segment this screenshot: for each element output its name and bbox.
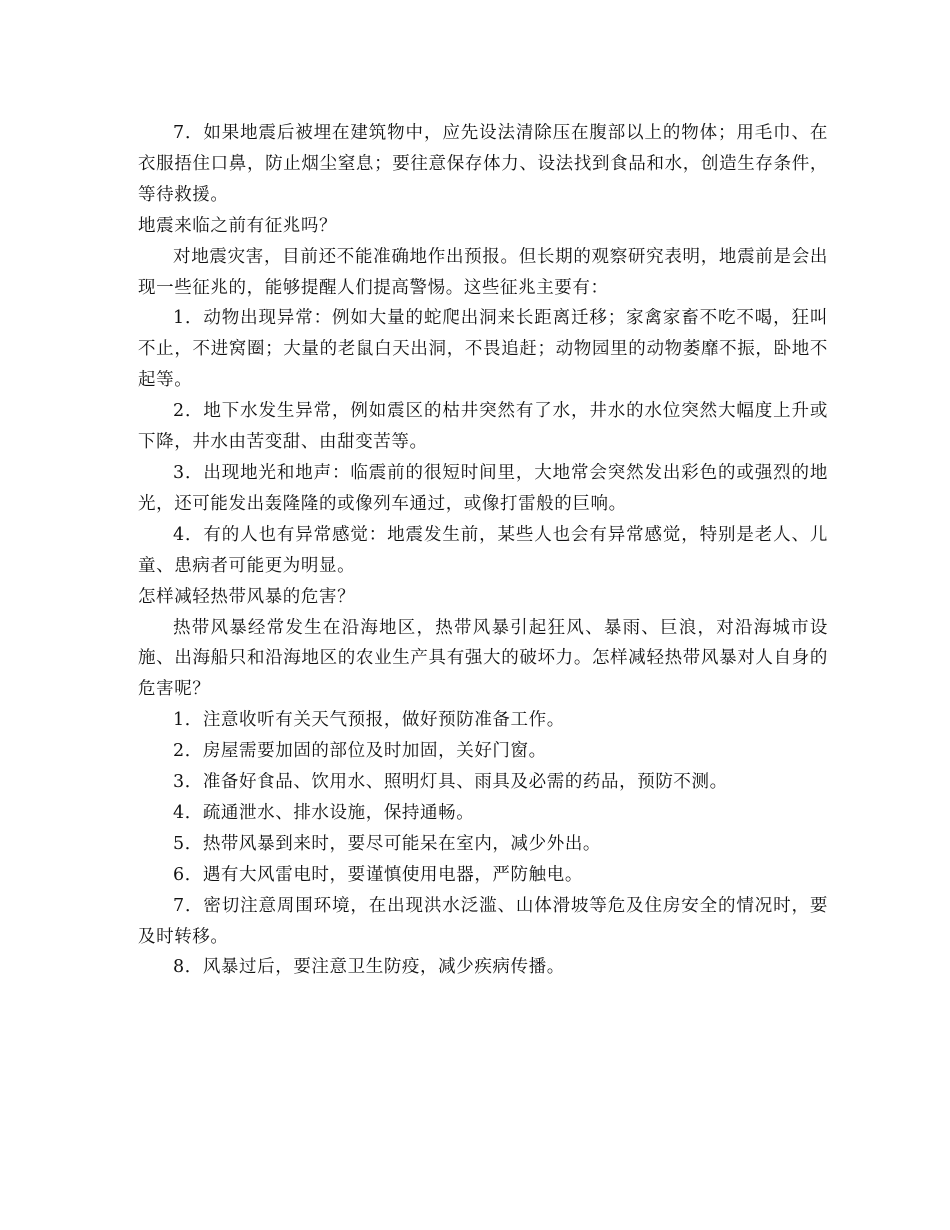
paragraph-sign-3: 3．出现地光和地声：临震前的很短时间里，大地常会突然发出彩色的或强烈的地光，还可能发出轰隆隆的或像列车通过，或像打雷般的巨响。 [138,462,828,514]
document-body [138,118,828,983]
paragraph-storm-tip-8: 8．风暴过后，要注意卫生防疫，减少疾病传播。 [173,957,565,978]
paragraph-storm-tip-6: 6．遇有大风雷电时，要谨慎使用电器，严防触电。 [173,864,583,885]
paragraph-storm-tip-1: 1．注意收听有关天气预报，做好预防准备工作。 [173,710,565,731]
paragraph-sign-2: 2．地下水发生异常，例如震区的枯井突然有了水，井水的水位突然大幅度上升或下降，井水由苦变甜、由甜变苦等。 [138,401,828,453]
paragraph-earthquake-item-7: 7．如果地震后被埋在建筑物中，应先设法清除压在腹部以上的物体；用毛巾、在衣服捂住口鼻，防止烟尘窒息；要往意保存体力、设法找到食品和水，创造生存条件，等待救援。 [138,123,828,205]
heading-earthquake-signs: 地震来临之前有征兆吗？ [138,215,338,236]
paragraph-storm-tip-2: 2．房屋需要加固的部位及时加固，关好门窗。 [173,741,547,762]
paragraph-storm-intro: 热带风暴经常发生在沿海地区，热带风暴引起狂风、暴雨、巨浪，对沿海城市设施、出海船只和沿海地区的农业生产具有强大的破坏力。怎样减轻热带风暴对人自身的危害呢？ [138,617,828,700]
paragraph-earthquake-intro: 对地震灾害，目前还不能准确地作出预报。但长期的观察研究表明，地震前是会出现一些征兆的，能够提醒人们提高警惕。这些征兆主要有： [138,246,828,298]
paragraph-storm-tip-3: 3．准备好食品、饮用水、照明灯具、雨具及必需的药品，预防不测。 [173,772,728,793]
paragraph-sign-4: 4．有的人也有异常感觉：地震发生前，某些人也会有异常感觉，特别是老人、儿童、患病者可能更为明显。 [138,524,828,576]
paragraph-storm-tip-4: 4．疏通泄水、排水设施，保持通畅。 [173,802,475,823]
paragraph-storm-tip-7: 7．密切注意周围环境，在出现洪水泛滥、山体滑坡等危及住房安全的情况时，要及时转移。 [138,895,828,947]
paragraph-sign-1: 1．动物出现异常：例如大量的蛇爬出洞来长距离迁移；家禽家畜不吃不喝，狂叫不止，不进窝圈；大量的老鼠白天出洞，不畏追赶；动物园里的动物萎靡不振，卧地不起等。 [138,308,828,391]
heading-tropical-storm: 怎样减轻热带风暴的危害？ [138,586,356,607]
paragraph-storm-tip-5: 5．热带风暴到来时，要尽可能呆在室内，减少外出。 [173,833,602,854]
